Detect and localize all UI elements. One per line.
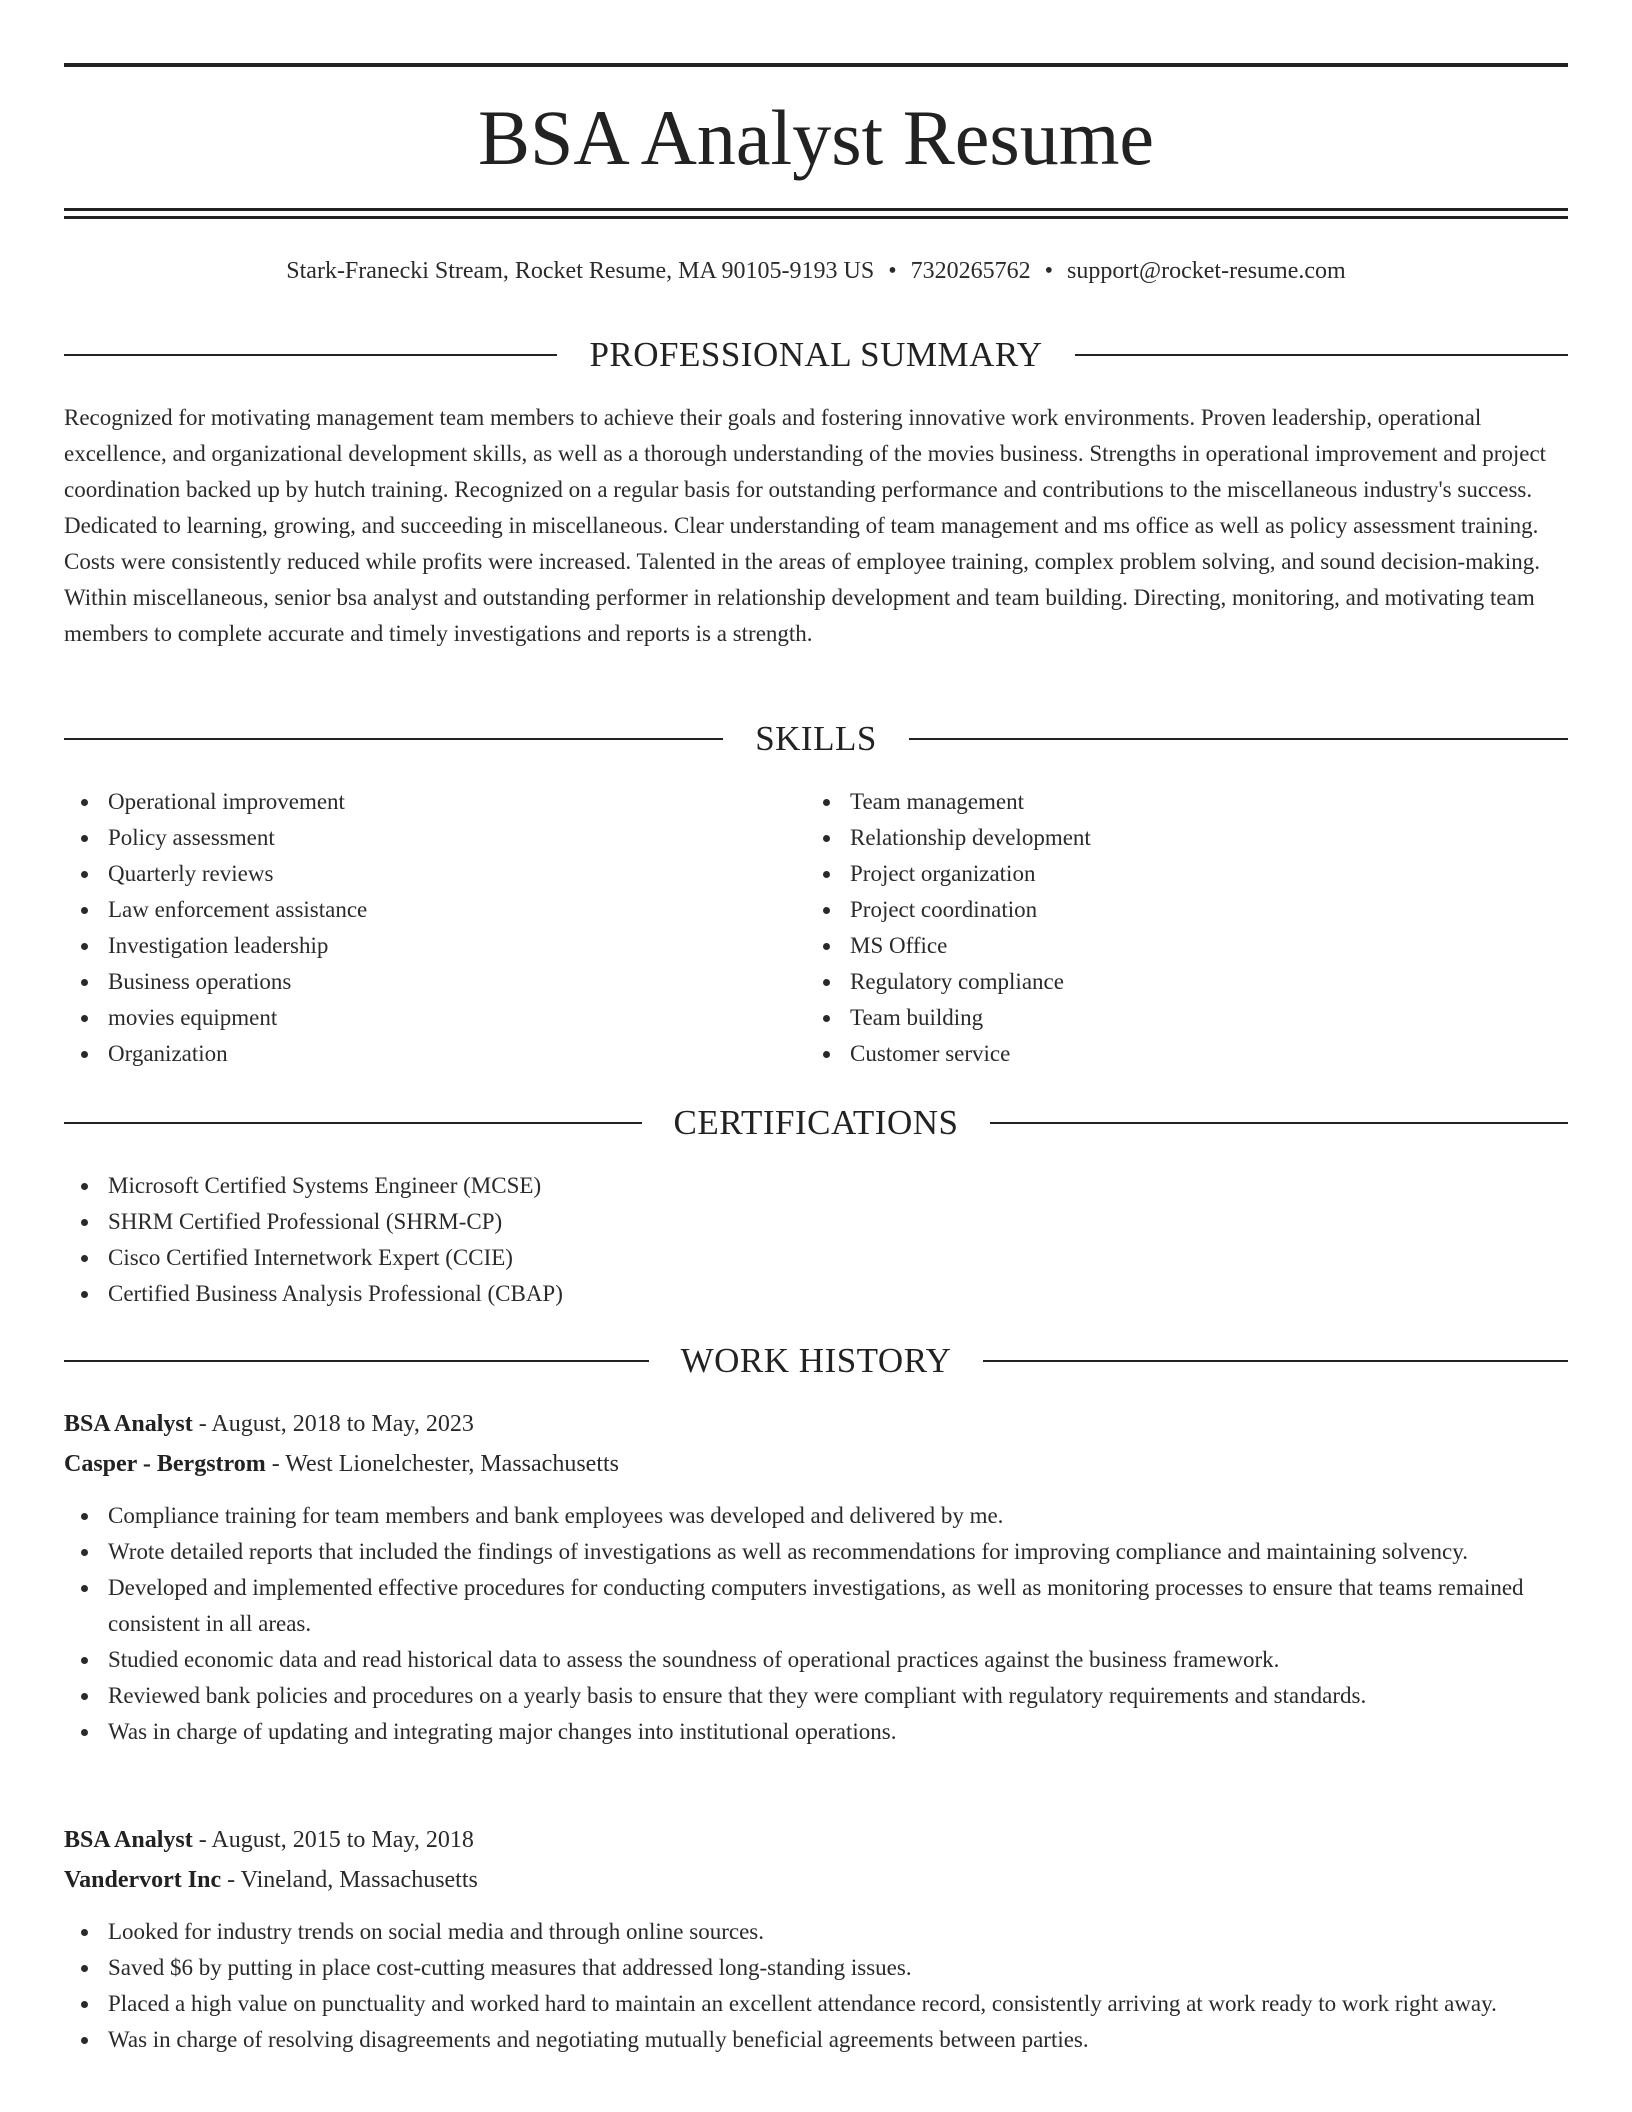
job-bullets (64, 1498, 1568, 1750)
job-title-line (64, 1405, 1568, 1443)
job-bullet: Reviewed bank policies and procedures on a yearly basis to ensure that they were compliant with regulatory requirements and standards. (64, 1678, 1568, 1714)
skill-item: Law enforcement assistance (64, 892, 804, 928)
contact-address: Stark-Franecki Stream, Rocket Resume, MA 90105-9193 US (286, 258, 875, 284)
job-bullet: Looked for industry trends on social media and through online sources. (64, 1914, 1568, 1950)
skill-item: Customer service (806, 1036, 1546, 1072)
heading-label: SKILLS (755, 719, 877, 758)
job-location: - West Lionelchester, Massachusetts (271, 1451, 619, 1477)
contact-separator: • (888, 258, 897, 284)
job-company: Vandervort Inc (64, 1867, 222, 1893)
job-bullet: Studied economic data and read historical data to assess the soundness of operational practices against the business framework. (64, 1642, 1568, 1678)
skill-item: Regulatory compliance (806, 964, 1546, 1000)
skill-item: MS Office (806, 928, 1546, 964)
job-bullet: Developed and implemented effective procedures for conducting computers investigations, as well as monitoring processes to ensure that teams remained consistent in all areas. (64, 1570, 1568, 1642)
skill-item: Operational improvement (64, 784, 804, 820)
skills-list-left (64, 784, 804, 1072)
job-bullets (64, 1914, 1568, 2058)
contact-line (64, 254, 1568, 288)
section-heading-skills (64, 719, 1568, 759)
certification-item: SHRM Certified Professional (SHRM-CP) (64, 1204, 1568, 1240)
skill-item: Business operations (64, 964, 804, 1000)
contact-separator: • (1044, 258, 1054, 284)
resume-title: BSA Analyst Resume (477, 94, 1155, 181)
skill-item: Organization (64, 1036, 804, 1072)
heading-rule-right (990, 1122, 1568, 1124)
contact-phone: 7320265762 (910, 258, 1031, 284)
heading-label: PROFESSIONAL SUMMARY (589, 335, 1043, 374)
job-bullet: Saved $6 by putting in place cost-cutting measures that addressed long-standing issues. (64, 1950, 1568, 1986)
heading-rule-right (983, 1360, 1568, 1362)
heading-label: CERTIFICATIONS (673, 1103, 959, 1142)
job-bullet: Was in charge of resolving disagreements and negotiating mutually beneficial agreements between parties. (64, 2022, 1568, 2058)
job-bullet: Was in charge of updating and integrating major changes into institutional operations. (64, 1714, 1568, 1750)
heading-rule-left (64, 1360, 649, 1362)
job-dates: - August, 2018 to May, 2023 (198, 1411, 474, 1437)
skill-item: Quarterly reviews (64, 856, 804, 892)
job-title: BSA Analyst (64, 1411, 193, 1437)
skill-item: Project coordination (806, 892, 1546, 928)
section-heading-work-history (64, 1341, 1568, 1381)
heading-rule-left (64, 1122, 642, 1124)
certification-item: Cisco Certified Internetwork Expert (CCIE) (64, 1240, 1568, 1276)
heading-rule-left (64, 354, 557, 356)
skill-item: Relationship development (806, 820, 1546, 856)
skill-item: Policy assessment (64, 820, 804, 856)
certification-item: Microsoft Certified Systems Engineer (MCSE) (64, 1168, 1568, 1204)
heading-label: WORK HISTORY (680, 1341, 952, 1380)
certifications-list (64, 1168, 1568, 1312)
job-company-line (64, 1861, 1568, 1899)
job-dates: - August, 2015 to May, 2018 (198, 1827, 474, 1853)
skill-item: movies equipment (64, 1000, 804, 1036)
summary-paragraph: Recognized for motivating management team members to achieve their goals and fostering innovative work environments. Proven leadership, operational excellence, and organizational development skills, as well as a thorough understanding of the movies business. Strengths in operational improvement and project coordination backed up by hutch training. Recognized on a regular basis for outstanding performance and contributions to the miscellaneous industry's success. Dedicated to learning, growing, and succeeding in miscellaneous. Clear understanding of team management and ms office as well as policy assessment training. Costs were consistently reduced while profits were increased. Talented in the areas of employee training, complex problem solving, and sound decision-making. Within miscellaneous, senior bsa analyst and outstanding performer in relationship development and team building. Directing, monitoring, and motivating team members to complete accurate and timely investigations and reports is a strength. (64, 405, 1547, 646)
skill-item: Team management (806, 784, 1546, 820)
job-bullet: Compliance training for team members and bank employees was developed and delivered by me. (64, 1498, 1568, 1534)
skill-item: Team building (806, 1000, 1546, 1036)
skill-item: Project organization (806, 856, 1546, 892)
job-bullet: Wrote detailed reports that included the findings of investigations as well as recommendations for improving compliance and maintaining solvency. (64, 1534, 1568, 1570)
job-bullet: Placed a high value on punctuality and worked hard to maintain an excellent attendance record, consistently arriving at work ready to work right away. (64, 1986, 1568, 2022)
heading-rule-left (64, 738, 723, 740)
section-heading-certifications (64, 1103, 1568, 1143)
heading-rule-right (909, 738, 1568, 740)
title-rule-lower (64, 216, 1568, 219)
skill-item: Investigation leadership (64, 928, 804, 964)
heading-rule-right (1075, 354, 1568, 356)
section-heading-summary (64, 335, 1568, 375)
title-rule-upper (64, 208, 1568, 211)
certification-item: Certified Business Analysis Professional (CBAP) (64, 1276, 1568, 1312)
top-rule (64, 63, 1568, 67)
job-location: - Vineland, Massachusetts (227, 1867, 478, 1893)
job-title-line (64, 1821, 1568, 1859)
skills-list-right (806, 784, 1546, 1072)
job-title: BSA Analyst (64, 1827, 193, 1853)
contact-email: support@rocket-resume.com (1067, 258, 1346, 284)
job-company: Casper - Bergstrom (64, 1451, 266, 1477)
job-company-line (64, 1445, 1568, 1483)
